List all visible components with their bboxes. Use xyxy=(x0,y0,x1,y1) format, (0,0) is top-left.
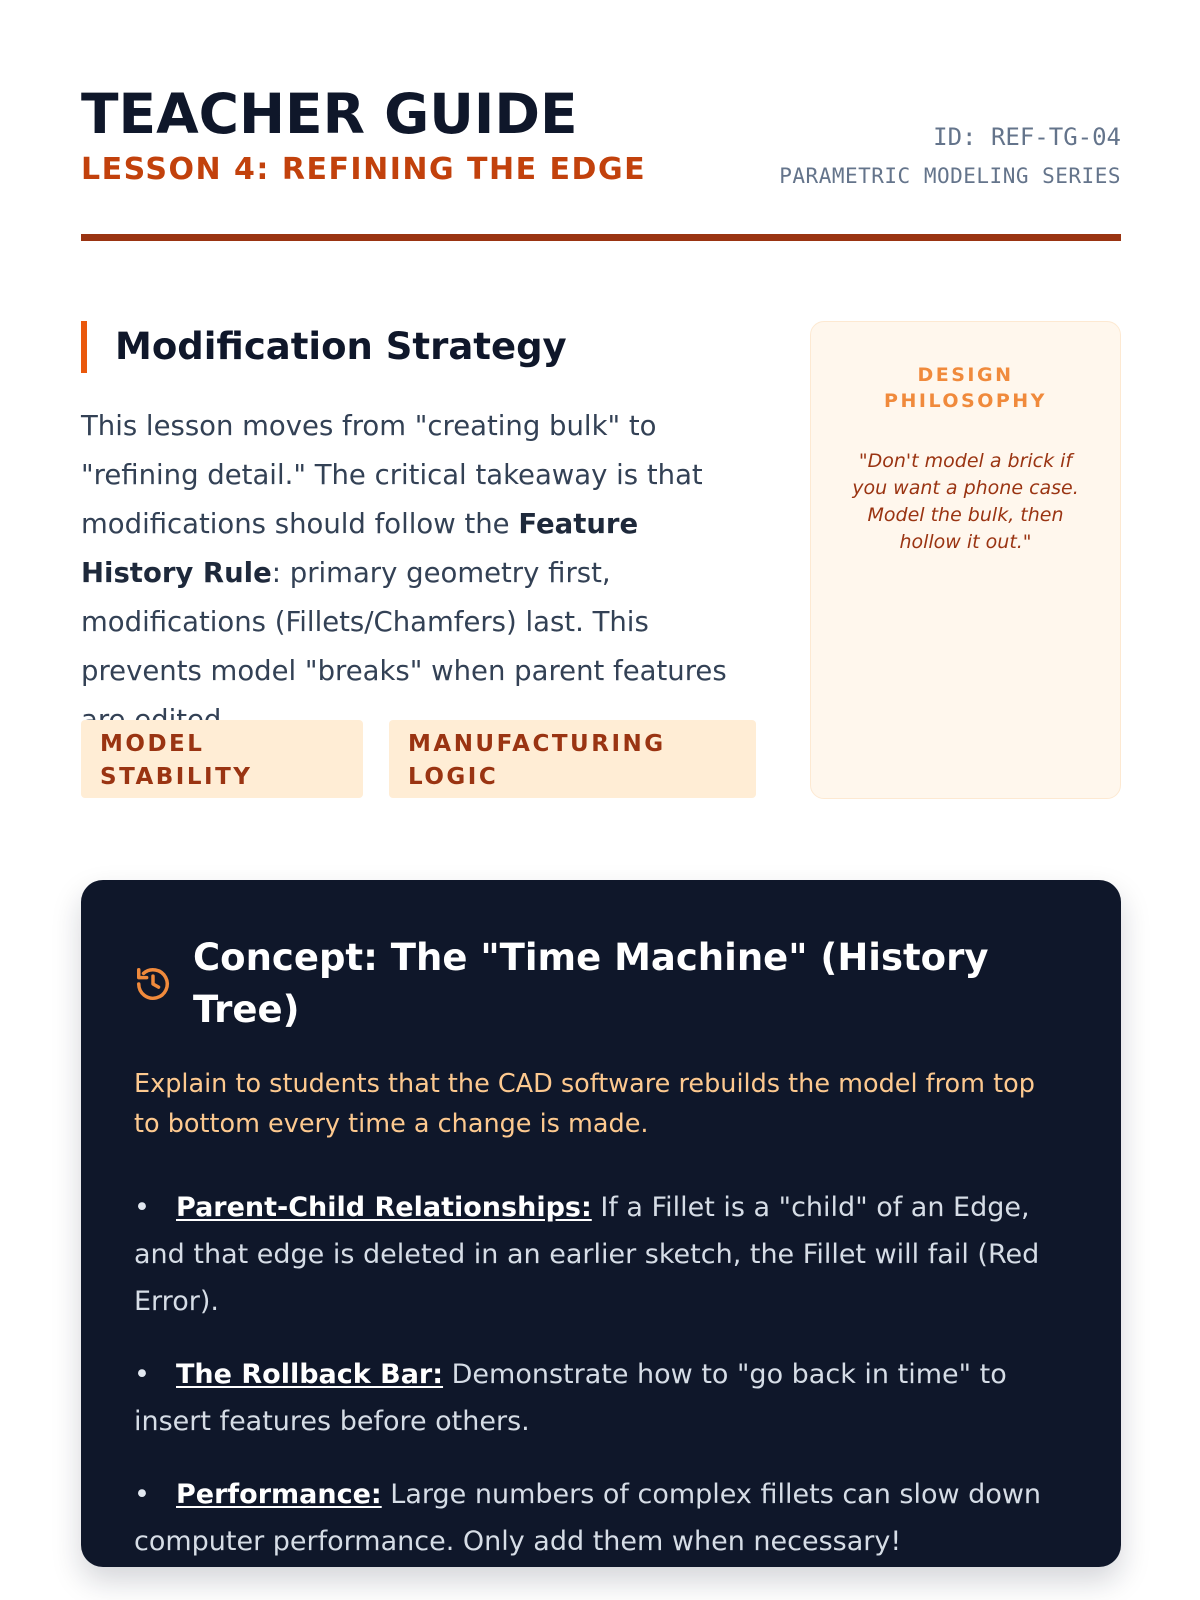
series-label: PARAMETRIC MODELING SERIES xyxy=(779,164,1121,188)
list-item xyxy=(134,1184,1067,1325)
bullet-icon: • xyxy=(134,1192,150,1223)
history-icon xyxy=(134,965,172,1003)
strategy-text-part2: : primary geometry first, modifications (Fillets/Chamfers) last. This prevents model "breaks" when parent features xyxy=(81,557,727,687)
bullet-icon: • xyxy=(134,1359,150,1390)
concept-heading-text: Concept: The "Time Machine" (History Tree) xyxy=(193,936,989,1031)
heading-accent-bar xyxy=(81,321,87,373)
concept-heading xyxy=(134,932,1067,1036)
lesson-subtitle: LESSON 4: REFINING THE EDGE xyxy=(81,152,647,187)
document-title: TEACHER GUIDE xyxy=(81,82,578,146)
design-philosophy-card xyxy=(810,321,1121,799)
tag-model-stability: MODEL STABILITY xyxy=(81,720,363,798)
concept-list xyxy=(134,1184,1067,1565)
list-item-term: Parent-Child Relationships: xyxy=(176,1192,592,1223)
list-item-term: The Rollback Bar: xyxy=(176,1359,444,1390)
list-item-text: Large numbers of complex fillets can slow down computer performance. Only add them when necessary! xyxy=(134,1479,1042,1557)
header-divider xyxy=(81,234,1121,241)
modification-strategy-section xyxy=(81,320,756,790)
tag-manufacturing-logic: MANUFACTURING LOGIC xyxy=(389,720,756,798)
list-item-text: If a Fillet is a "child" of an Edge, and that edge is deleted in an earlier sketch, the Fillet will fail (Red Error). xyxy=(134,1192,1040,1317)
document-id: ID: REF-TG-04 xyxy=(933,123,1121,151)
concept-intro: Explain to students that the CAD software rebuilds the model from top to bottom every time a change is made. xyxy=(134,1069,1035,1139)
teacher-guide-page xyxy=(81,0,1121,1557)
document-header xyxy=(81,0,1121,245)
section-heading-text: Modification Strategy xyxy=(115,325,567,368)
list-item xyxy=(134,1471,1067,1565)
list-item xyxy=(134,1351,1067,1445)
list-item-term: Performance: xyxy=(176,1479,382,1510)
strategy-text-part1: This lesson moves from "creating bulk" to "refining detail." The critical takeaway is that modifications should follow the xyxy=(81,410,703,540)
concept-panel xyxy=(81,880,1121,1567)
philosophy-quote: "Don't model a brick if you want a phone case. Model the bulk, then hollow it out." xyxy=(852,450,1079,553)
list-item-text: Demonstrate how to "go back in time" to insert features before others. xyxy=(134,1359,1007,1437)
bullet-icon: • xyxy=(134,1479,150,1510)
section-heading xyxy=(81,320,756,374)
philosophy-title: DESIGN PHILOSOPHY xyxy=(884,364,1047,412)
feature-history-rule: Feature History Rule xyxy=(81,508,639,589)
strategy-paragraph xyxy=(81,402,756,745)
